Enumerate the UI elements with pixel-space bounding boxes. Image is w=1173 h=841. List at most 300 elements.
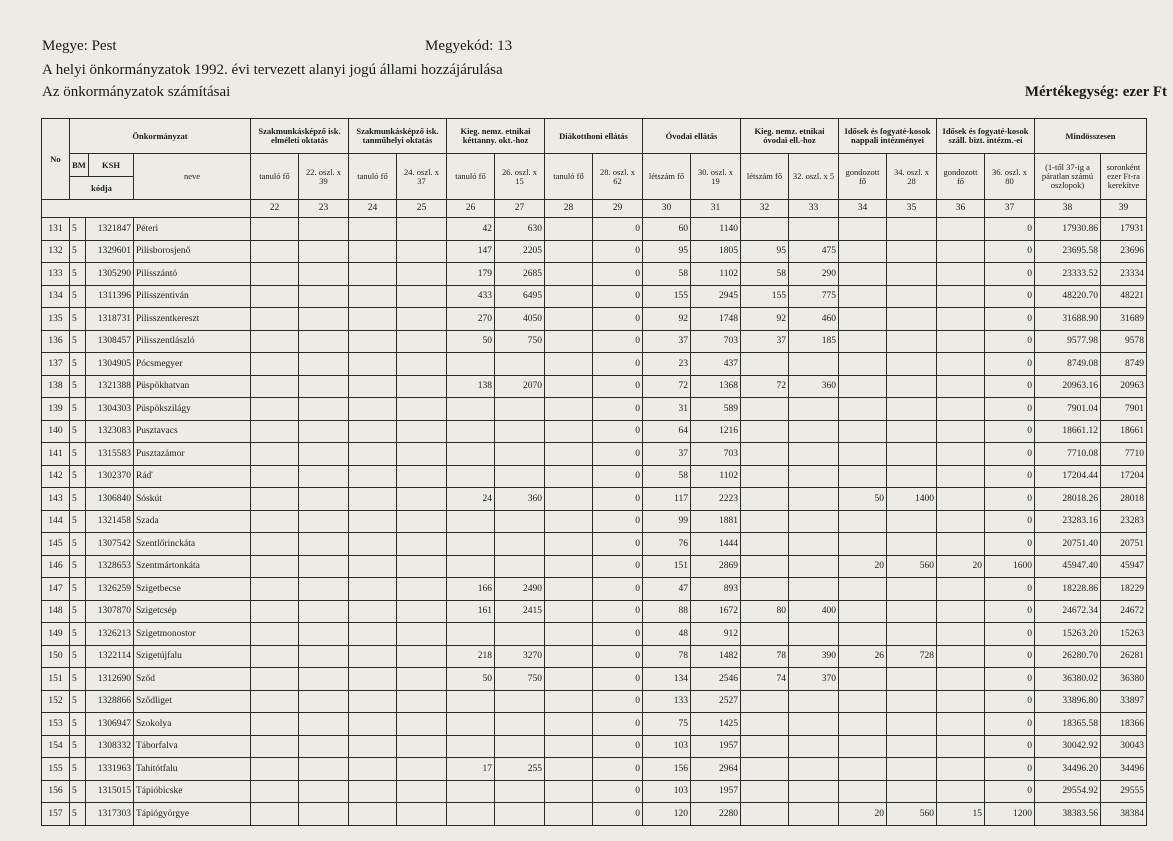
cell-value [887, 510, 937, 533]
cell-value [887, 735, 937, 758]
cell-value: 0 [593, 780, 643, 803]
cell-value: 0 [985, 353, 1035, 376]
subheader: létszám fő [643, 154, 691, 200]
cell-value: 0 [593, 308, 643, 331]
cell-value: 36380.02 [1035, 668, 1101, 691]
cell-value [937, 240, 985, 263]
municipality-name: Pilisszentkereszt [134, 308, 251, 331]
row-number: 148 [42, 600, 70, 623]
cell-value: 560 [887, 803, 937, 826]
cell-value [839, 533, 887, 556]
cell-value: 0 [593, 330, 643, 353]
cell-value: 58 [741, 263, 789, 286]
cell-value: 20 [839, 555, 887, 578]
cell-value [789, 533, 839, 556]
cell-value: 15 [937, 803, 985, 826]
cell-value: 75 [643, 713, 691, 736]
subheader: 22. oszl. x 39 [299, 154, 349, 200]
cell-value [349, 623, 397, 646]
cell-value: 589 [691, 398, 741, 421]
bm-code: 5 [70, 623, 86, 646]
cell-value: 42 [447, 218, 495, 241]
row-number: 141 [42, 443, 70, 466]
bm-code: 5 [70, 488, 86, 511]
cell-value: 88 [643, 600, 691, 623]
cell-value [839, 375, 887, 398]
table-row [42, 375, 1147, 398]
subheader: 32. oszl. x 5 [789, 154, 839, 200]
cell-value [251, 443, 299, 466]
subheader: tanuló fő [447, 154, 495, 200]
cell-value [545, 443, 593, 466]
row-number: 144 [42, 510, 70, 533]
cell-value: 1102 [691, 263, 741, 286]
cell-value [741, 218, 789, 241]
cell-value [741, 735, 789, 758]
cell-value: 2205 [495, 240, 545, 263]
cell-value [349, 443, 397, 466]
cell-value: 30042.92 [1035, 735, 1101, 758]
cell-value [741, 555, 789, 578]
table-row [42, 420, 1147, 443]
cell-value [299, 623, 349, 646]
cell-value [789, 780, 839, 803]
cell-value: 0 [593, 510, 643, 533]
cell-value: 24672.34 [1035, 600, 1101, 623]
cell-value: 24672 [1101, 600, 1147, 623]
cell-value: 400 [789, 600, 839, 623]
cell-value [741, 623, 789, 646]
cell-value [545, 713, 593, 736]
cell-value [251, 218, 299, 241]
cell-value [495, 780, 545, 803]
cell-value [789, 465, 839, 488]
cell-value: 31688.90 [1035, 308, 1101, 331]
cell-value [545, 488, 593, 511]
cell-value [447, 555, 495, 578]
cell-value [397, 443, 447, 466]
cell-value [545, 803, 593, 826]
cell-value [349, 353, 397, 376]
cell-value [937, 533, 985, 556]
cell-value [545, 735, 593, 758]
municipality-name: Pilisborosjenő [134, 240, 251, 263]
cell-value: 34496.20 [1035, 758, 1101, 781]
cell-value [741, 465, 789, 488]
bm-code: 5 [70, 420, 86, 443]
cell-value [545, 645, 593, 668]
cell-value: 17930.86 [1035, 218, 1101, 241]
cell-value [937, 285, 985, 308]
cell-value [251, 353, 299, 376]
cell-value: 1444 [691, 533, 741, 556]
ksh-code: 1306947 [86, 713, 134, 736]
cell-value [789, 623, 839, 646]
cell-value [397, 668, 447, 691]
cell-value: 7901 [1101, 398, 1147, 421]
municipality-name: Tahitótfalu [134, 758, 251, 781]
ksh-code: 1317303 [86, 803, 134, 826]
cell-value: 437 [691, 353, 741, 376]
row-number: 142 [42, 465, 70, 488]
cell-value: 36380 [1101, 668, 1147, 691]
cell-value: 23334 [1101, 263, 1147, 286]
cell-value [495, 420, 545, 443]
cell-value: 17931 [1101, 218, 1147, 241]
cell-value: 3270 [495, 645, 545, 668]
cell-value [495, 398, 545, 421]
ksh-code: 1315583 [86, 443, 134, 466]
cell-value [887, 375, 937, 398]
cell-value: 0 [985, 758, 1035, 781]
cell-value [299, 263, 349, 286]
municipality-name: Püspökhatvan [134, 375, 251, 398]
cell-value [545, 623, 593, 646]
cell-value [299, 645, 349, 668]
cell-value [447, 465, 495, 488]
row-number: 151 [42, 668, 70, 691]
cell-value: 48220.70 [1035, 285, 1101, 308]
cell-value: 703 [691, 443, 741, 466]
municipality-name: Sződ [134, 668, 251, 691]
cell-value: 18228.86 [1035, 578, 1101, 601]
cell-value [937, 218, 985, 241]
bm-code: 5 [70, 803, 86, 826]
municipality-name: Szigetbecse [134, 578, 251, 601]
subheader: (1-től 37-ig a páratlan számú oszlopok) [1035, 154, 1101, 200]
cell-value [545, 420, 593, 443]
cell-value [741, 398, 789, 421]
cell-value: 0 [985, 533, 1035, 556]
cell-value [789, 510, 839, 533]
cell-value [741, 713, 789, 736]
ksh-code: 1304905 [86, 353, 134, 376]
cell-value [447, 623, 495, 646]
ksh-code: 1307542 [86, 533, 134, 556]
cell-value [887, 353, 937, 376]
cell-value: 2685 [495, 263, 545, 286]
cell-value [887, 578, 937, 601]
row-number: 132 [42, 240, 70, 263]
cell-value [251, 465, 299, 488]
cell-value: 26 [839, 645, 887, 668]
cell-value: 23695.58 [1035, 240, 1101, 263]
cell-value: 17204.44 [1035, 465, 1101, 488]
cell-value [447, 780, 495, 803]
cell-value: 460 [789, 308, 839, 331]
bm-code: 5 [70, 758, 86, 781]
cell-value: 23283.16 [1035, 510, 1101, 533]
cell-value: 17204 [1101, 465, 1147, 488]
ksh-code: 1312690 [86, 668, 134, 691]
cell-value [839, 735, 887, 758]
cell-value: 31 [643, 398, 691, 421]
row-number: 140 [42, 420, 70, 443]
bm-code: 5 [70, 668, 86, 691]
cell-value: 138 [447, 375, 495, 398]
cell-value: 80 [741, 600, 789, 623]
cell-value [447, 420, 495, 443]
cell-value [839, 713, 887, 736]
cell-value: 1140 [691, 218, 741, 241]
table-row [42, 510, 1147, 533]
subheader: gondozott fő [937, 154, 985, 200]
cell-value: 0 [985, 465, 1035, 488]
row-number: 131 [42, 218, 70, 241]
cell-value [789, 488, 839, 511]
cell-value: 0 [593, 285, 643, 308]
cell-value [495, 510, 545, 533]
cell-value: 117 [643, 488, 691, 511]
cell-value [447, 533, 495, 556]
cell-value [349, 578, 397, 601]
cell-value [937, 713, 985, 736]
cell-value: 18229 [1101, 578, 1147, 601]
municipality-name: Pusztavacs [134, 420, 251, 443]
cell-value [251, 690, 299, 713]
cell-value: 20751.40 [1035, 533, 1101, 556]
ksh-code: 1326259 [86, 578, 134, 601]
cell-value [789, 758, 839, 781]
municipality-name: Szada [134, 510, 251, 533]
cell-value [937, 600, 985, 623]
header-codes [70, 154, 134, 200]
cell-value [937, 465, 985, 488]
cell-value [839, 465, 887, 488]
table-row [42, 330, 1147, 353]
cell-value [397, 308, 447, 331]
cell-value [299, 420, 349, 443]
municipality-name: Pilisszentiván [134, 285, 251, 308]
table-row [42, 645, 1147, 668]
cell-value [299, 780, 349, 803]
cell-value [839, 420, 887, 443]
ksh-code: 1318731 [86, 308, 134, 331]
column-number: 39 [1101, 200, 1147, 218]
cell-value: 728 [887, 645, 937, 668]
cell-value [839, 600, 887, 623]
municipality-name: Pócsmegyer [134, 353, 251, 376]
table-row [42, 263, 1147, 286]
row-number: 134 [42, 285, 70, 308]
cell-value [495, 803, 545, 826]
document-title: A helyi önkormányzatok 1992. évi tervezett alanyi jogú állami hozzájárulása [42, 62, 503, 78]
subheader: 26. oszl. x 15 [495, 154, 545, 200]
cell-value: 1200 [985, 803, 1035, 826]
cell-value [397, 578, 447, 601]
cell-value: 775 [789, 285, 839, 308]
cell-value [937, 398, 985, 421]
cell-value [251, 668, 299, 691]
cell-value: 290 [789, 263, 839, 286]
bm-code: 5 [70, 510, 86, 533]
cell-value [299, 353, 349, 376]
cell-value [299, 398, 349, 421]
cell-value [887, 533, 937, 556]
ksh-code: 1304303 [86, 398, 134, 421]
cell-value [887, 780, 937, 803]
ksh-code: 1311396 [86, 285, 134, 308]
row-number: 136 [42, 330, 70, 353]
cell-value: 50 [447, 330, 495, 353]
cell-value: 0 [985, 398, 1035, 421]
bm-code: 5 [70, 263, 86, 286]
cell-value: 0 [593, 735, 643, 758]
cell-value: 60 [643, 218, 691, 241]
cell-value: 26280.70 [1035, 645, 1101, 668]
cell-value [397, 240, 447, 263]
cell-value: 0 [985, 420, 1035, 443]
cell-value: 1102 [691, 465, 741, 488]
cell-value [397, 330, 447, 353]
cell-value: 1881 [691, 510, 741, 533]
cell-value [447, 713, 495, 736]
cell-value: 0 [985, 488, 1035, 511]
cell-value [741, 578, 789, 601]
row-number: 147 [42, 578, 70, 601]
county-label: Megye: Pest [42, 38, 117, 54]
column-number-spacer [42, 200, 251, 218]
column-number: 33 [789, 200, 839, 218]
cell-value [545, 330, 593, 353]
table-row [42, 465, 1147, 488]
cell-value: 0 [593, 645, 643, 668]
cell-value [937, 758, 985, 781]
bm-code: 5 [70, 353, 86, 376]
cell-value: 9577.98 [1035, 330, 1101, 353]
cell-value: 50 [839, 488, 887, 511]
subheader: tanuló fő [545, 154, 593, 200]
cell-value [349, 533, 397, 556]
cell-value [397, 398, 447, 421]
cell-value: 475 [789, 240, 839, 263]
cell-value: 1216 [691, 420, 741, 443]
cell-value [251, 488, 299, 511]
cell-value [397, 218, 447, 241]
ksh-code: 1321388 [86, 375, 134, 398]
table-row [42, 533, 1147, 556]
cell-value [349, 330, 397, 353]
ksh-code: 1308457 [86, 330, 134, 353]
cell-value [887, 713, 937, 736]
cell-value: 2546 [691, 668, 741, 691]
cell-value: 703 [691, 330, 741, 353]
municipality-name: Püspökszilágy [134, 398, 251, 421]
cell-value [545, 780, 593, 803]
cell-value: 0 [593, 218, 643, 241]
bm-code: 5 [70, 780, 86, 803]
column-number: 22 [251, 200, 299, 218]
cell-value [839, 780, 887, 803]
cell-value: 0 [593, 555, 643, 578]
cell-value [887, 443, 937, 466]
column-number: 31 [691, 200, 741, 218]
cell-value [299, 578, 349, 601]
table-row [42, 600, 1147, 623]
table-row [42, 713, 1147, 736]
cell-value [839, 690, 887, 713]
cell-value: 45947.40 [1035, 555, 1101, 578]
cell-value [397, 510, 447, 533]
cell-value: 0 [985, 713, 1035, 736]
header-group: Idősek és fogyaté-kosok száll. bizt. intézm.-ei [937, 119, 1035, 154]
cell-value [447, 443, 495, 466]
cell-value [299, 240, 349, 263]
cell-value [299, 803, 349, 826]
cell-value [397, 420, 447, 443]
cell-value [397, 285, 447, 308]
cell-value [251, 623, 299, 646]
cell-value: 20 [839, 803, 887, 826]
cell-value [397, 803, 447, 826]
cell-value [937, 488, 985, 511]
cell-value: 48221 [1101, 285, 1147, 308]
cell-value [887, 263, 937, 286]
cell-value: 20963 [1101, 375, 1147, 398]
table-row [42, 623, 1147, 646]
cell-value [839, 578, 887, 601]
cell-value [299, 488, 349, 511]
cell-value: 95 [643, 240, 691, 263]
cell-value [937, 443, 985, 466]
cell-value [299, 735, 349, 758]
cell-value [299, 668, 349, 691]
cell-value [397, 758, 447, 781]
cell-value [251, 330, 299, 353]
column-number: 36 [937, 200, 985, 218]
table-row [42, 758, 1147, 781]
cell-value [937, 353, 985, 376]
cell-value: 0 [593, 623, 643, 646]
cell-value [545, 465, 593, 488]
cell-value: 4050 [495, 308, 545, 331]
cell-value: 28018.26 [1035, 488, 1101, 511]
cell-value [495, 623, 545, 646]
ksh-code: 1329601 [86, 240, 134, 263]
cell-value: 37 [741, 330, 789, 353]
cell-value: 33897 [1101, 690, 1147, 713]
cell-value [937, 510, 985, 533]
cell-value [251, 510, 299, 533]
cell-value: 0 [593, 713, 643, 736]
cell-value [397, 533, 447, 556]
cell-value [349, 308, 397, 331]
cell-value: 1425 [691, 713, 741, 736]
ksh-code: 1306840 [86, 488, 134, 511]
cell-value: 6495 [495, 285, 545, 308]
bm-code: 5 [70, 375, 86, 398]
cell-value: 33896.80 [1035, 690, 1101, 713]
cell-value: 0 [985, 578, 1035, 601]
cell-value: 255 [495, 758, 545, 781]
cell-value [495, 353, 545, 376]
cell-value [299, 510, 349, 533]
cell-value: 20963.16 [1035, 375, 1101, 398]
cell-value: 0 [593, 240, 643, 263]
cell-value: 155 [643, 285, 691, 308]
cell-value [495, 443, 545, 466]
column-number: 32 [741, 200, 789, 218]
cell-value: 26281 [1101, 645, 1147, 668]
cell-value: 0 [593, 533, 643, 556]
cell-value [299, 308, 349, 331]
cell-value: 2070 [495, 375, 545, 398]
cell-value: 2490 [495, 578, 545, 601]
cell-value: 74 [741, 668, 789, 691]
cell-value: 76 [643, 533, 691, 556]
cell-value [937, 735, 985, 758]
cell-value [545, 263, 593, 286]
